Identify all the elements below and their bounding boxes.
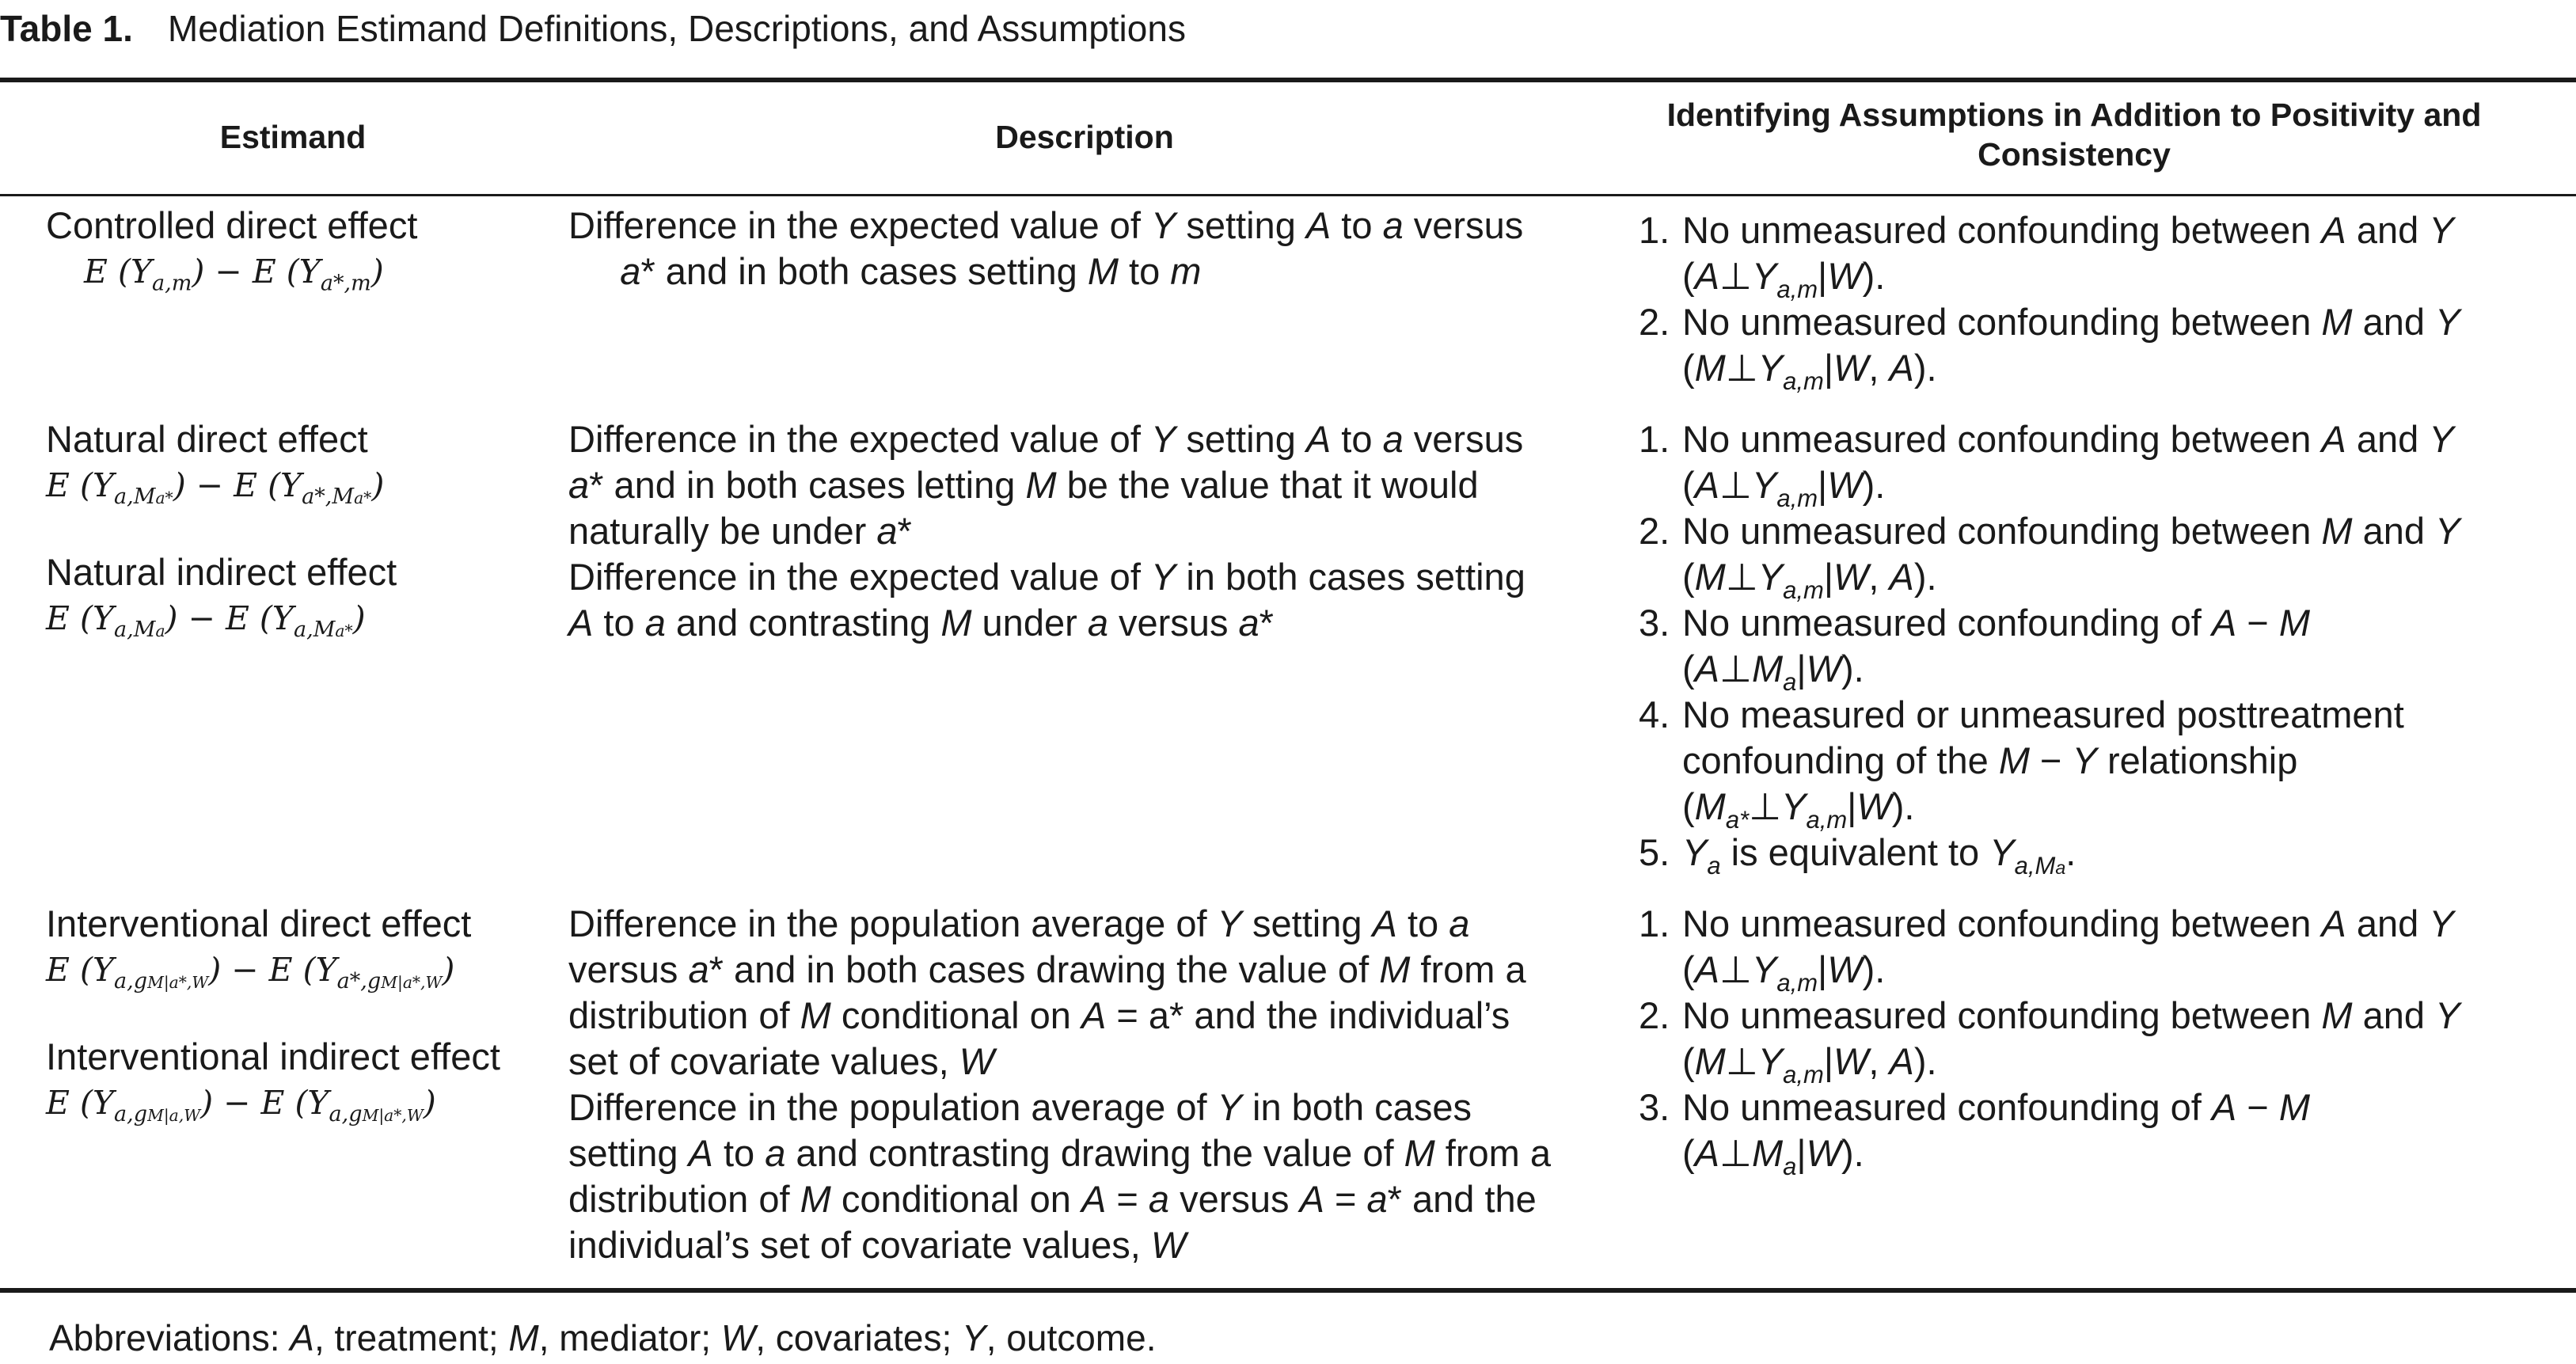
- assumption-item: 5. $Y_a$ is equivalent to $Y_{a,Ma}$.: [1639, 831, 2076, 880]
- estimand-name: Natural direct effect: [46, 418, 368, 460]
- column-header-estimand: Estimand: [219, 119, 367, 155]
- description-interventional-direct: Difference in the population average of Y setting A to a versus a* and in both cases drawing the value of M from a distribution of M conditional on A = a* and the individual’s set of covariate values, W: [568, 902, 1526, 1082]
- estimand-name: Natural indirect effect: [46, 551, 397, 593]
- top-rule: [0, 78, 2576, 82]
- table-caption: [0, 6, 1186, 51]
- estimand-formula: E $(Y_{a,Ma}) - E$ $(Y_{a,Ma*})$: [46, 599, 366, 643]
- estimand-name: Controlled direct effect: [46, 204, 418, 246]
- header-rule: [0, 194, 2576, 196]
- description-natural-direct: Difference in the expected value of Y setting A to a versus a* and in both cases letting M be the value that it would naturally be under a*: [568, 418, 1524, 552]
- estimand-controlled-direct: [46, 203, 417, 294]
- assumptions-interventional: [1639, 901, 2549, 1180]
- description-natural-indirect: Difference in the expected value of Y in both cases setting A to a and contrasting M under a versus a*: [568, 556, 1525, 644]
- column-header-assumptions: Identifying Assumptions in Addition to Positivity and Consistency: [1666, 97, 2482, 173]
- assumptions-natural: [1639, 416, 2549, 880]
- estimand-formula: E $(Y_{a,gM|a,W}) - E$ $(Y_{a,gM|a*,W})$: [46, 1084, 436, 1127]
- assumption-item: 3. No unmeasured confounding of A − M $(A\perp M_a|W)$.: [1639, 602, 2310, 696]
- assumption-item: 2. No unmeasured confounding between M and Y ($M\perp Y_{a,m}|W$, A).: [1639, 510, 2460, 604]
- assumption-item: 3. No unmeasured confounding of A − M $(A\perp M_a|W)$.: [1639, 1086, 2310, 1180]
- assumption-item: 4. No measured or unmeasured posttreatment confounding of the M − Y relationship $(M_{a*}\perp Y_{a,m}|W)$.: [1639, 693, 2404, 834]
- estimand-natural-indirect: [46, 549, 397, 641]
- assumption-item: 1. No unmeasured confounding between A and Y $(A\perp Y_{a,m}|W)$.: [1639, 418, 2454, 512]
- column-header-description: Description: [995, 119, 1174, 155]
- assumptions-controlled-direct: [1639, 207, 2549, 395]
- assumption-item: 2. No unmeasured confounding between M and Y ($M\perp Y_{a,m}|W$, A).: [1639, 994, 2460, 1089]
- estimand-natural-direct: [46, 416, 384, 508]
- description-controlled-direct: Difference in the expected value of Y setting A to a versus a* and in both cases setting M to m: [568, 204, 1524, 292]
- estimand-formula: E $(Y_{a,m}) - E$ $(Y_{a*,m})$: [84, 253, 384, 296]
- estimand-interventional-direct: [46, 901, 471, 993]
- estimand-name: Interventional direct effect: [46, 902, 472, 944]
- estimand-interventional-indirect: [46, 1034, 500, 1126]
- estimand-name: Interventional indirect effect: [46, 1035, 500, 1077]
- table-title: Mediation Estimand Definitions, Descriptions, and Assumptions: [167, 8, 1186, 49]
- assumption-item: 2. No unmeasured confounding between M and Y ($M\perp Y_{a,m}|W$, A).: [1639, 301, 2460, 395]
- estimand-formula: E $(Y_{a,gM|a*,W}) - E$ $(Y_{a*,gM|a*,W})$: [46, 951, 455, 994]
- table-footnote: Abbreviations: A, treatment; M, mediator; W, covariates; Y, outcome.: [49, 1317, 1157, 1358]
- bottom-rule: [0, 1288, 2576, 1293]
- estimand-formula: E $(Y_{a,Ma*}) - E$ $(Y_{a*,Ma*})$: [46, 466, 385, 510]
- assumption-item: 1. No unmeasured confounding between A and Y $(A\perp Y_{a,m}|W)$.: [1639, 209, 2454, 303]
- table-label: Table 1.: [0, 8, 133, 49]
- description-interventional-indirect: Difference in the population average of Y in both cases setting A to a and contrasting drawing the value of M from a distribution of M conditional on A = a versus A = a* and the individual’s set of covariate values, W: [568, 1086, 1552, 1266]
- assumption-item: 1. No unmeasured confounding between A and Y $(A\perp Y_{a,m}|W)$.: [1639, 902, 2454, 997]
